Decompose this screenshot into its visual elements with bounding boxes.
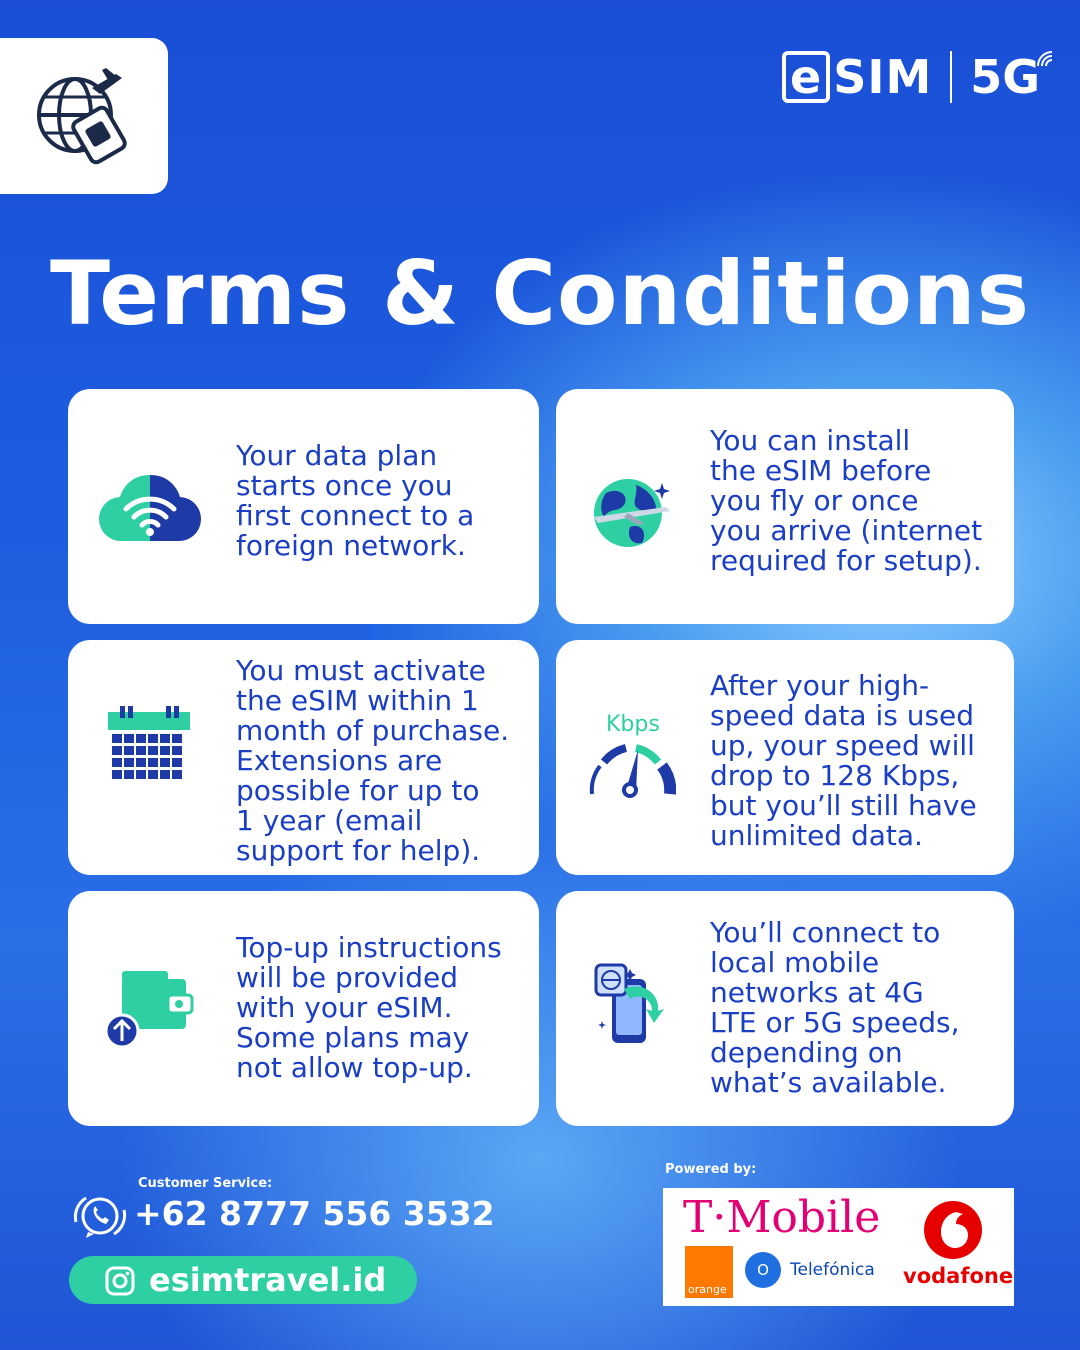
customer-service-label: Customer Service: xyxy=(138,1176,273,1191)
text-line: You can install xyxy=(710,424,911,457)
text-line: up, your speed will xyxy=(710,729,975,762)
text-line: Some plans may xyxy=(236,1021,470,1054)
text-line: You’ll connect to xyxy=(710,916,941,949)
text-line: not allow top-up. xyxy=(236,1051,473,1084)
text-line: foreign network. xyxy=(236,529,466,562)
telefonica-logo: Telefónica xyxy=(790,1260,875,1280)
orange-logo xyxy=(685,1246,733,1298)
text-line: unlimited data. xyxy=(710,819,923,852)
text-line: depending on xyxy=(710,1036,903,1069)
calendar-icon xyxy=(106,704,192,784)
term-text xyxy=(710,426,982,576)
text-line: will be provided xyxy=(236,961,458,994)
text-line: first connect to a xyxy=(236,499,475,532)
esim-logo xyxy=(782,50,932,104)
vodafone-logo: vodafone xyxy=(903,1264,1014,1288)
text-line: local mobile xyxy=(710,946,880,979)
orange-logo-text: orange xyxy=(688,1283,727,1296)
esim-logo-text: SIM xyxy=(833,50,933,104)
text-line: what’s available. xyxy=(710,1066,947,1099)
customer-service-phone[interactable]: +62 8777 556 3532 xyxy=(134,1194,495,1233)
app-logo xyxy=(0,38,168,194)
network-5g-logo xyxy=(970,50,1040,104)
wallet-topup-icon xyxy=(102,965,196,1051)
instagram-icon xyxy=(105,1266,135,1296)
text-line: possible for up to xyxy=(236,774,480,807)
text-line: Top-up instructions xyxy=(236,931,502,964)
text-line: LTE or 5G speeds, xyxy=(710,1006,960,1039)
speedometer-label: Kbps xyxy=(606,712,660,737)
partner-logos xyxy=(663,1188,1014,1306)
text-line: the eSIM before xyxy=(710,454,932,487)
term-card-data-plan xyxy=(68,389,539,624)
text-line: 1 year (email xyxy=(236,804,423,837)
text-line: the eSIM within 1 xyxy=(236,684,479,717)
brand-header xyxy=(782,50,1040,104)
term-text xyxy=(236,933,502,1083)
o2-logo: O xyxy=(745,1252,781,1288)
text-line: drop to 128 Kbps, xyxy=(710,759,960,792)
text-line: networks at 4G xyxy=(710,976,924,1009)
website-link[interactable] xyxy=(69,1256,417,1304)
text-line: Extensions are xyxy=(236,744,443,777)
esim-logo-e: e xyxy=(782,51,830,103)
term-card-topup xyxy=(68,891,539,1126)
tmobile-logo: T·Mobile xyxy=(683,1192,881,1243)
term-text xyxy=(710,671,977,851)
globe-plane-icon xyxy=(588,473,678,553)
signal-icon xyxy=(1036,50,1054,68)
text-line: starts once you xyxy=(236,469,453,502)
term-text xyxy=(710,918,959,1098)
text-line: You must activate xyxy=(236,654,486,687)
brand-divider xyxy=(950,51,952,103)
text-line: After your high- xyxy=(710,669,930,702)
text-line: with your eSIM. xyxy=(236,991,453,1024)
text-line: required for setup). xyxy=(710,544,982,577)
term-card-networks xyxy=(556,891,1014,1126)
text-line: you arrive (internet xyxy=(710,514,983,547)
term-text xyxy=(236,441,474,561)
term-card-speed xyxy=(556,640,1014,875)
phone-network-icon xyxy=(590,961,680,1051)
term-text xyxy=(236,656,509,866)
term-card-install xyxy=(556,389,1014,624)
cloud-wifi-icon xyxy=(98,471,202,543)
vodafone-speechmark-icon xyxy=(923,1200,983,1260)
speedometer-icon xyxy=(586,740,676,798)
term-card-activation xyxy=(68,640,539,875)
text-line: support for help). xyxy=(236,834,481,867)
text-line: month of purchase. xyxy=(236,714,510,747)
text-line: Your data plan xyxy=(236,439,438,472)
globe-sim-plane-icon xyxy=(30,60,140,170)
network-label: 5G xyxy=(970,50,1040,104)
text-line: but you’ll still have xyxy=(710,789,977,822)
page-title: Terms & Conditions xyxy=(49,242,1031,345)
powered-by-label: Powered by: xyxy=(665,1162,757,1177)
text-line: you fly or once xyxy=(710,484,919,517)
text-line: speed data is used xyxy=(710,699,975,732)
whatsapp-icon xyxy=(72,1192,128,1240)
website-label: esimtravel.id xyxy=(149,1261,387,1299)
